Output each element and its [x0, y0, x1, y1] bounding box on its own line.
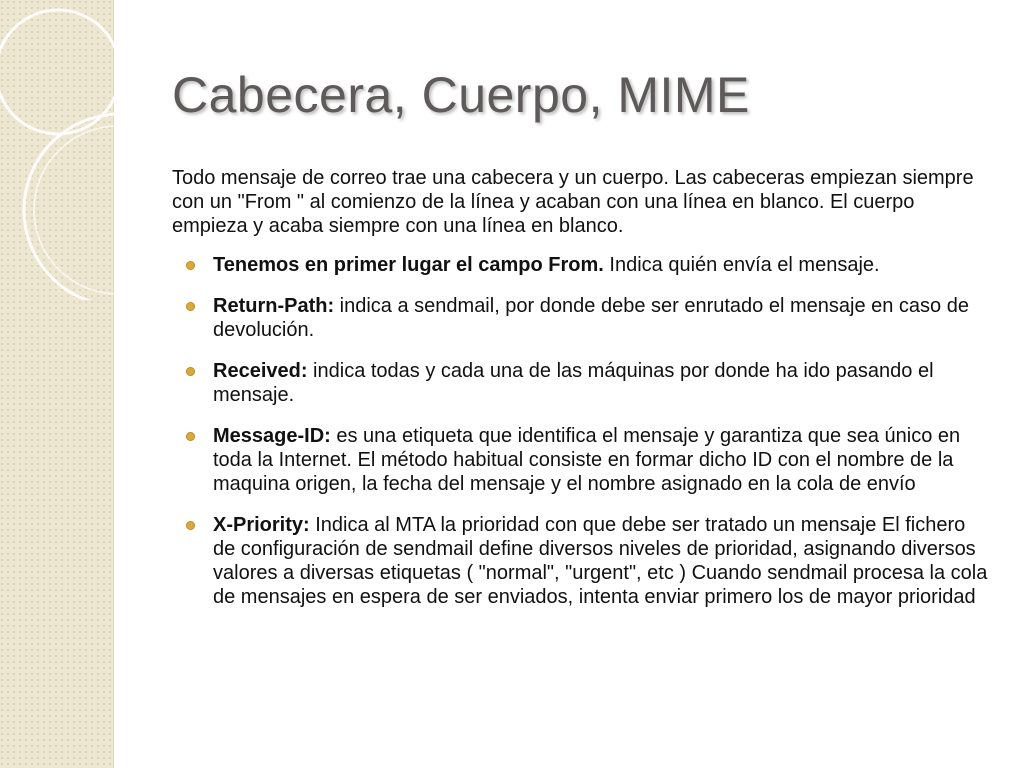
decorative-rings [0, 0, 200, 300]
intro-paragraph: Todo mensaje de correo trae una cabecera y un cuerpo. Las cabeceras empiezan siempre con un "From " al comienzo de la línea y acaban con una línea en blanco. El cuerpo empieza y acaba siempre con una línea en blanco. [172, 167, 974, 237]
bullet-text: indica todas y cada una de las máquinas por donde ha ido pasando el mensaje. [213, 360, 934, 406]
bullet-item-from [172, 253, 992, 277]
bullet-text: es una etiqueta que identifica el mensaje y garantiza que sea único en toda la Internet. El método habitual consiste en formar dicho ID con el nombre de la maquina origen, la fecha del mensaje y el nombre asignado en la cola de envío [213, 425, 961, 495]
bullet-term: X-Priority: [213, 514, 310, 536]
bullet-item-x-priority [172, 513, 992, 609]
slide-body [172, 166, 992, 626]
bullet-icon [186, 261, 195, 270]
bullet-text: Indica quién envía el mensaje. [603, 254, 880, 276]
bullet-icon [186, 521, 195, 530]
bullet-icon [186, 432, 195, 441]
bullet-item-message-id [172, 424, 992, 496]
slide-title: Cabecera, Cuerpo, MIME [172, 67, 750, 123]
bullet-term: Message-ID: [213, 425, 331, 447]
bullet-item-return-path [172, 294, 992, 342]
bullet-text: Indica al MTA la prioridad con que debe ser tratado un mensaje El fichero de configuración de sendmail define diversos niveles de prioridad, asignando diversos valores a diversas etiquetas ( "normal", "urgent", etc ) Cuando sendmail procesa la cola de mensajes en espera de ser enviados, intenta enviar primero los de mayor prioridad [213, 514, 988, 608]
bullet-icon [186, 302, 195, 311]
bullet-icon [186, 367, 195, 376]
bullet-term: Return-Path: [213, 295, 335, 317]
bullet-list [172, 253, 992, 609]
bullet-text: indica a sendmail, por donde debe ser enrutado el mensaje en caso de devolución. [213, 295, 969, 341]
bullet-item-received [172, 359, 992, 407]
bullet-term: Received: [213, 360, 308, 382]
decorative-sidebar [0, 0, 114, 768]
bullet-term: Tenemos en primer lugar el campo From. [213, 254, 604, 276]
